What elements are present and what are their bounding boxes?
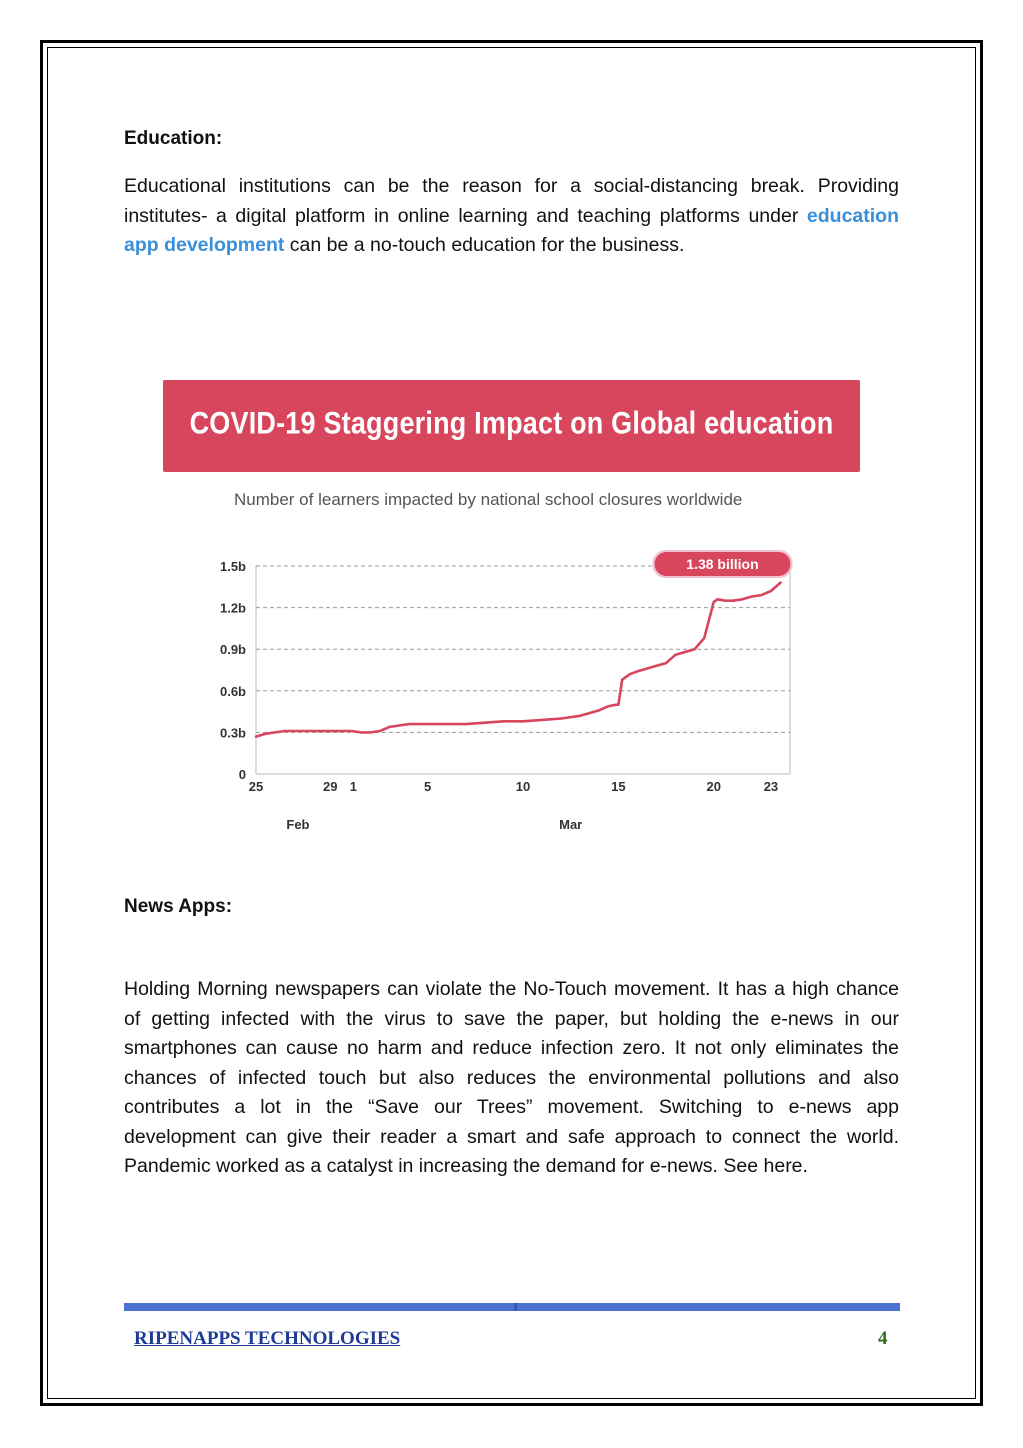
y-tick-label: 0.3b [219,725,246,741]
learners-impacted-line-chart [190,540,810,840]
education-text-after-link: can be a no-touch education for the business. [284,234,685,256]
y-tick-label: 0.6b [219,683,246,699]
banner-title: COVID-19 Staggering Impact on Global education [189,405,834,441]
series-line [256,583,781,737]
news-paragraph: Holding Morning newspapers can violate the No-Touch movement. It has a high chance of getting infected with the virus to save the paper, but holding the e-news in our smartphones can cause no harm and reduce infection zero. It not only eliminates the chances of infected touch but also reduces the environmental pollutions and also contributes a lot in the “Save our Trees” movement. Switching to e-news app development can give their reader a smart and safe approach to connect the world. Pandemic worked as a catalyst in increasing the demand for e-news. See here. [124,978,899,1177]
education-app-development-link[interactable]: education app development [124,204,899,256]
x-tick-label: 5 [424,779,432,794]
x-tick-label: 20 [706,779,721,794]
footer-page-number: 4 [878,1328,888,1349]
x-tick-label: 15 [611,779,626,794]
footer-divider-joint [514,1303,517,1311]
footer-divider [124,1303,900,1311]
x-tick-label: 1 [349,779,357,794]
y-tick-label: 0 [238,767,246,782]
x-tick-label: 23 [763,779,779,794]
x-tick-label: 25 [248,779,264,794]
y-tick-label: 1.2b [219,600,246,616]
x-tick-label: 29 [323,779,338,794]
y-tick-label: 0.9b [219,642,246,658]
education-text-before-link: Educational institutions can be the reason for a social-distancing break. Providing institutes- a digital platform in online learning and teaching platforms under [124,175,899,227]
footer-company-name: RIPENAPPS TECHNOLOGIES [134,1328,401,1349]
month-label: Mar [559,817,583,832]
callout-label: 1.38 billion [686,556,759,572]
month-label: Feb [286,817,310,832]
education-heading: Education: [124,128,223,149]
news-apps-heading: News Apps: [124,896,233,917]
x-tick-label: 10 [515,779,531,794]
education-paragraph [124,172,899,261]
y-tick-label: 1.5b [219,559,246,574]
chart-subtitle: Number of learners impacted by national school closures worldwide [234,490,743,509]
chart-banner [163,380,860,472]
